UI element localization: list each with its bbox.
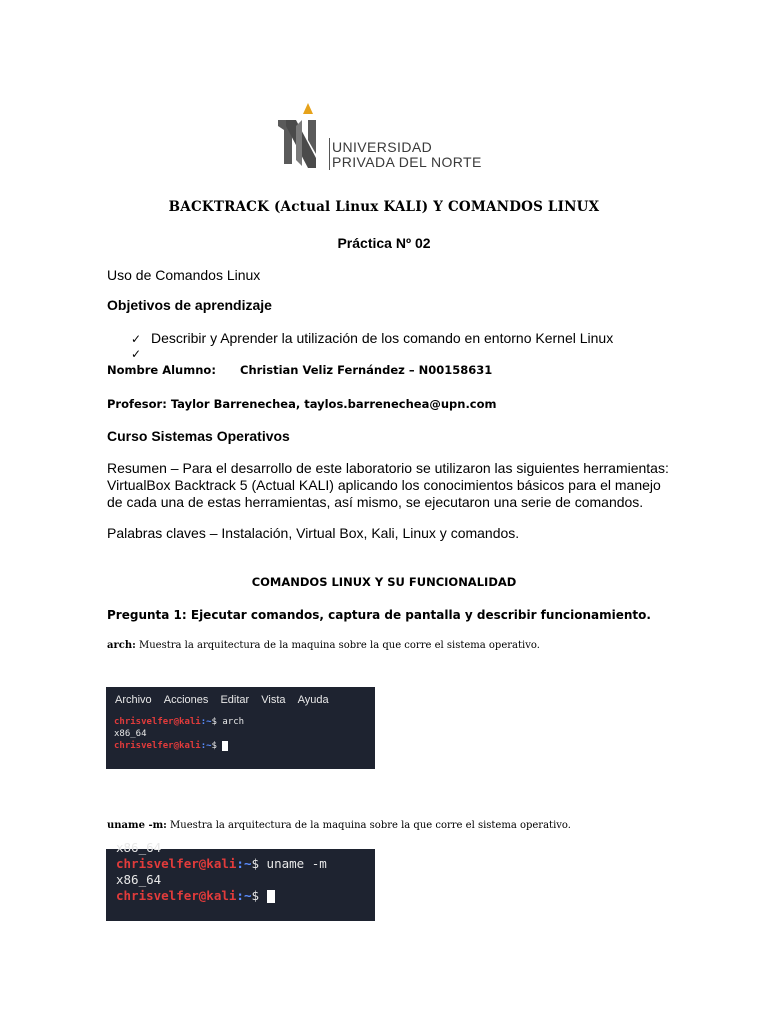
menu-editar: Editar: [220, 694, 250, 706]
document-title: BACKTRACK (Actual Linux KALI) Y COMANDOS LINUX: [168, 199, 600, 215]
prompt-user: chrisvelfer@kali: [116, 856, 237, 871]
command-text: uname -m: [259, 856, 327, 871]
practica-number: Práctica Nº 02: [337, 235, 431, 251]
prompt-user: chrisvelfer@kali: [114, 741, 201, 751]
prompt-path: :~: [236, 888, 252, 903]
prompt-dollar: $: [251, 888, 260, 903]
menu-acciones: Acciones: [163, 694, 209, 706]
resumen-paragraph: [107, 460, 669, 511]
arch-command: arch:: [107, 640, 136, 651]
unp-logo-icon: [272, 100, 328, 172]
objetivo-item-1: [131, 330, 613, 346]
university-logo: [272, 100, 502, 172]
curso-heading: Curso Sistemas Operativos: [107, 428, 290, 444]
partial-output-line: x86_64: [116, 840, 162, 855]
cursor-block: [267, 890, 275, 903]
logo-divider: [329, 138, 330, 170]
check-icon: ✓: [131, 347, 142, 361]
terminal-output: [114, 716, 244, 752]
arch-description: [107, 640, 540, 651]
prompt-dollar: $: [211, 741, 217, 751]
terminal-screenshot-uname: [106, 840, 375, 921]
resumen-line-3: de cada una de estas herramientas, así mismo, se ejecutaron una serie de comandos.: [107, 494, 644, 510]
section-title: COMANDOS LINUX Y SU FUNCIONALIDAD: [251, 575, 517, 589]
uname-command: uname -m:: [107, 820, 167, 831]
menu-ayuda: Ayuda: [297, 694, 329, 706]
prompt-dollar: $: [251, 856, 260, 871]
profesor-line: Profesor: Taylor Barrenechea, taylos.barrenechea@upn.com: [107, 397, 497, 411]
prompt-path: :~: [200, 741, 212, 751]
terminal-output: [116, 840, 327, 904]
resumen-line-2: VirtualBox Backtrack 5 (Actual KALI) aplicando los conocimientos básicos para el manejo: [107, 477, 661, 493]
prompt-line-1: [114, 716, 244, 728]
uso-line: Uso de Comandos Linux: [107, 267, 261, 283]
terminal-menu-bar: [115, 694, 329, 706]
prompt-line-2: [116, 888, 327, 904]
menu-archivo: Archivo: [115, 694, 152, 706]
cursor-block: [222, 741, 228, 751]
objetivos-heading: Objetivos de aprendizaje: [107, 297, 272, 313]
prompt-line-1: [116, 856, 327, 872]
prompt-path: :~: [236, 856, 252, 871]
arch-desc-text: Muestra la arquitectura de la maquina sobre la que corre el sistema operativo.: [135, 640, 540, 651]
prompt-user: chrisvelfer@kali: [116, 888, 237, 903]
output-line: x86_64: [116, 872, 162, 887]
pregunta-1: Pregunta 1: Ejecutar comandos, captura de pantalla y describir funcionamiento.: [107, 608, 651, 622]
prompt-dollar: $: [211, 717, 217, 727]
resumen-line-1: Resumen – Para el desarrollo de este laboratorio se utilizaron las siguientes herramientas:: [107, 460, 669, 476]
check-icon: ✓: [131, 332, 142, 346]
terminal-screenshot-arch: [106, 687, 375, 769]
prompt-path: :~: [200, 717, 212, 727]
uname-desc-text: Muestra la arquitectura de la maquina sobre la que corre el sistema operativo.: [166, 820, 571, 831]
menu-vista: Vista: [261, 694, 286, 706]
logo-text: [332, 140, 482, 170]
uname-description: [107, 820, 571, 831]
objetivo-text-1: Describir y Aprender la utilización de los comando en entorno Kernel Linux: [150, 330, 614, 346]
logo-line-2: PRIVADA DEL NORTE: [332, 154, 482, 170]
palabras-claves: Palabras claves – Instalación, Virtual Box, Kali, Linux y comandos.: [107, 525, 520, 541]
prompt-line-2: [114, 740, 244, 752]
alumno-value: Christian Veliz Fernández – N00158631: [240, 363, 493, 377]
alumno-label: Nombre Alumno:: [107, 363, 216, 377]
prompt-user: chrisvelfer@kali: [114, 717, 201, 727]
command-text: arch: [216, 717, 245, 727]
logo-line-1: UNIVERSIDAD: [332, 139, 433, 155]
objetivo-item-2: [131, 345, 141, 361]
output-line: x86_64: [114, 729, 147, 739]
